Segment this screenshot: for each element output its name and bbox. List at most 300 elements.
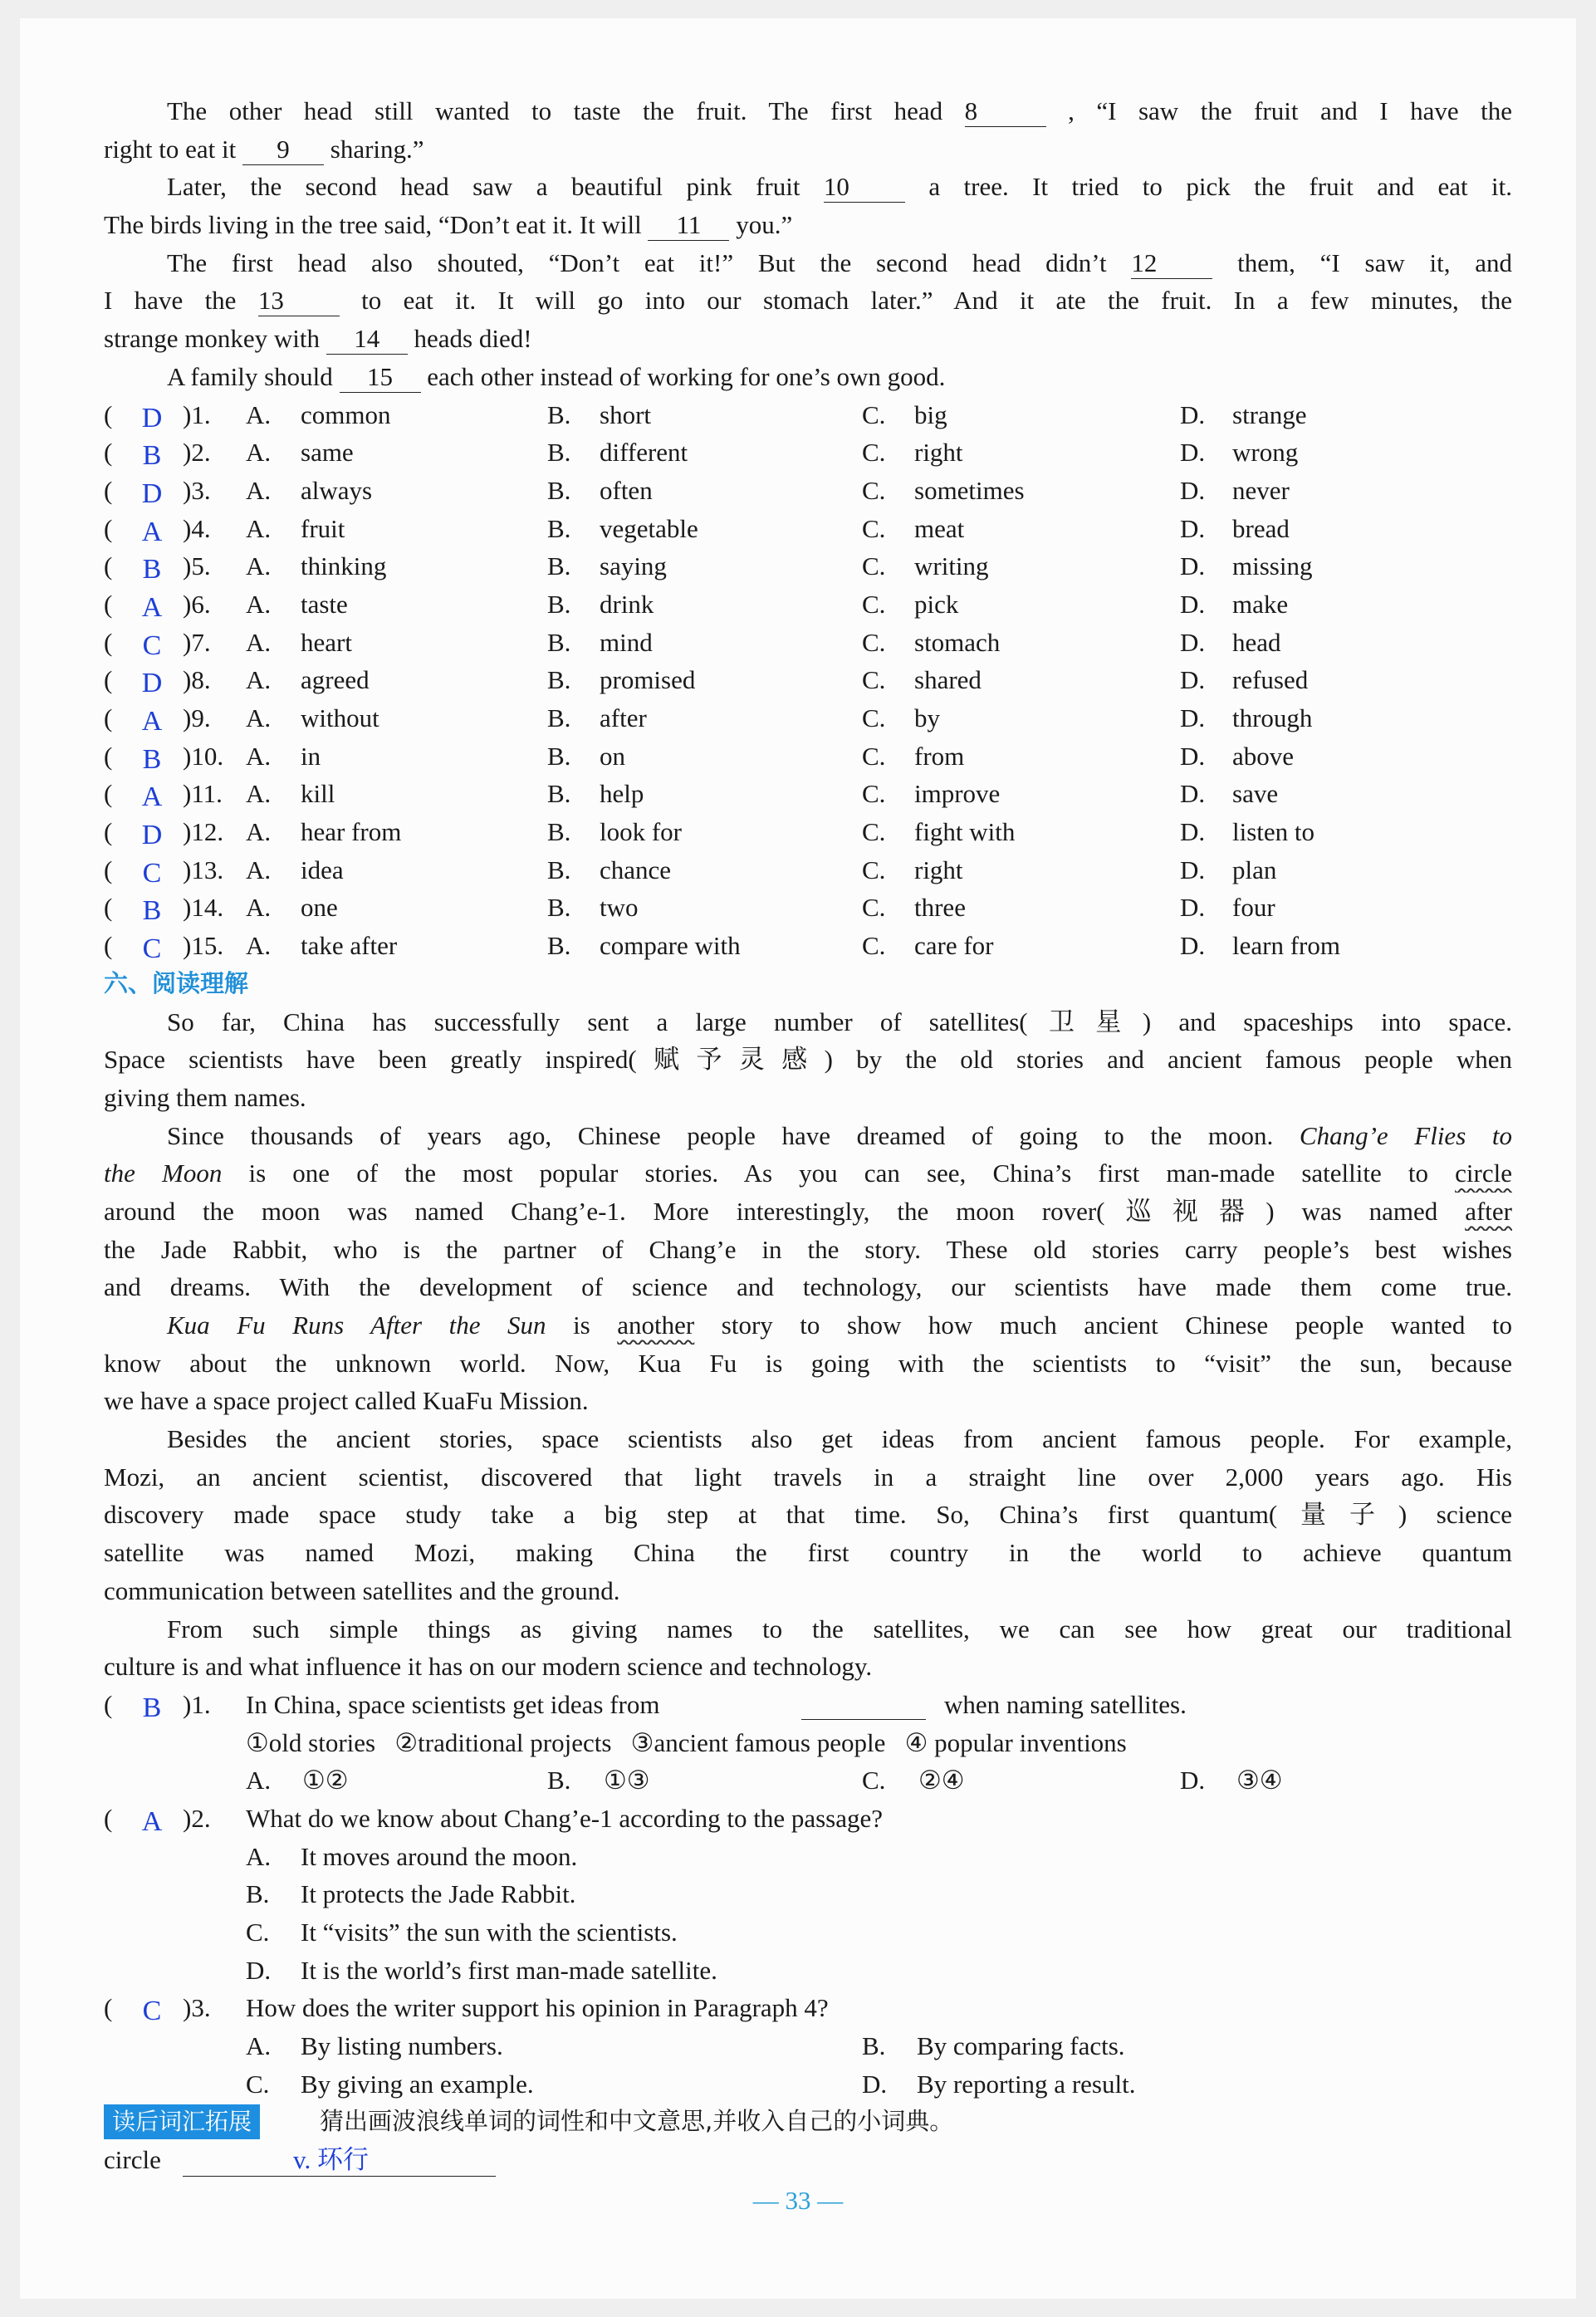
wavy-underlined-word: circle [1455,1158,1512,1188]
text-run: The birds living in the tree said, “Don’t eat it. It will [104,210,649,240]
reading-passage-line [104,1648,1512,1686]
option-text: two [600,893,639,923]
answer-blank-8[interactable]: 8 [965,96,1046,127]
question-option-row [104,1838,1512,1876]
option-text: on [600,741,625,771]
option-label: D. [1180,817,1206,847]
answer-letter: C [142,857,162,889]
wavy-underlined-word: after [1465,1196,1512,1226]
reading-passage-line [104,1420,1512,1458]
option-text: bread [1232,513,1290,543]
reading-passage-line [104,1306,1512,1345]
text-run: the Jade Rabbit, who is the partner of Chang’e in the story. These old stories carry people’s best wishes [104,1234,1512,1264]
option-label: A. [246,438,272,468]
answer-blank-12[interactable]: 12 [1131,248,1212,279]
option-label: C. [862,627,886,657]
reading-passage-line [104,1610,1512,1648]
text-run: them, “I saw it, and [1212,247,1512,277]
option-text: ②④ [918,1766,965,1795]
cloze-question-row [104,699,1512,737]
option-label: C. [862,399,886,429]
answer-letter: D [141,668,163,699]
question-number: )5. [183,551,211,581]
option-label: A. [246,475,272,505]
cloze-question-row [104,927,1512,965]
option-text: short [600,399,651,429]
text-run: is one of the most popular stories. As you can see, China’s first man-made satellite to [222,1158,1456,1188]
answer-letter: D [141,478,163,509]
option-label: B. [547,855,571,884]
reading-passage-line [104,1572,1512,1610]
option-label: D. [1180,779,1206,809]
option-label: B. [547,589,571,619]
option-label: A. [246,589,272,619]
option-label: C. [862,779,886,809]
vocab-answer: v. 环行 [293,2145,369,2175]
text-run: you.” [729,210,793,240]
option-label: D. [1180,589,1206,619]
option-text: different [600,438,688,468]
option-text: help [600,779,644,809]
option-label: C. [862,855,886,884]
option-label: D. [1180,703,1206,732]
option-label: C. [862,703,886,732]
answer-letter: A [141,516,163,547]
option-text: It moves around the moon. [301,1841,578,1871]
option-label: A. [246,399,272,429]
cloze-passage-line [104,206,1512,244]
reading-passage-line [104,1154,1512,1193]
vocab-instruction: 猜出画波浪线单词的词性和中文意思,并收入自己的小词典。 [320,2107,954,2136]
answer-blank-15[interactable]: 15 [340,362,421,393]
option-label: B. [547,817,571,847]
question-number: )3. [183,1993,211,2023]
option-label: C. [862,589,886,619]
answer-blank[interactable] [801,1691,926,1720]
paren: ( [104,817,113,847]
cloze-question-row [104,510,1512,548]
option-label: A. [246,513,272,543]
reading-question-2 [104,1800,1512,1838]
question-option-row [104,1875,1512,1913]
cloze-passage-line [104,358,1512,396]
cloze-question-row [104,547,1512,585]
option-label: A. [246,1841,272,1871]
option-text: It “visits” the sun with the scientists. [301,1918,678,1947]
option-text: through [1232,703,1313,732]
option-label: B. [547,703,571,732]
option-label: B. [547,438,571,468]
option-label: C. [862,893,886,923]
text-run: The other head still wanted to taste the fruit. The first head [167,96,965,125]
option-text: without [301,703,379,732]
paren: ( [104,665,113,695]
page-number: — 33 — [752,2186,844,2215]
paren: ( [104,1689,113,1719]
option-text: hear from [301,817,402,847]
option-text: sometimes [914,475,1025,505]
option-label: D. [1180,551,1206,581]
question-stem-end: when naming satellites. [944,1689,1187,1719]
option-label: A. [246,703,272,732]
option-text: missing [1232,551,1313,581]
option-text: from [914,741,965,771]
answer-blank-9[interactable]: 9 [242,135,324,165]
text-run: Besides the ancient stories, space scientists also get ideas from ancient famous people. For example, [167,1424,1512,1454]
answer-letter: C [142,933,162,965]
text-run: Since thousands of years ago, Chinese people have dreamed of going to the moon. [167,1120,1300,1150]
question-number: )2. [183,438,211,468]
option-text: wrong [1232,438,1299,468]
option-text: fight with [914,817,1016,847]
option-label: A. [246,893,272,923]
cloze-passage-line [104,282,1512,320]
vocab-extension-row [104,2103,1512,2141]
paren: ( [104,893,113,923]
option-text: save [1232,779,1279,809]
option-text: three [914,893,966,923]
question-number: )6. [183,589,211,619]
text-run: we have a space project called KuaFu Mission. [104,1386,589,1416]
question-number: )10. [183,741,224,771]
option-label: B. [547,1766,571,1795]
option-label: C. [862,551,886,581]
question-number: )4. [183,513,211,543]
option-text: agreed [301,665,370,695]
option-label: B. [547,779,571,809]
text-run: I have the [104,286,258,316]
option-text: four [1232,893,1275,923]
option-text: listen to [1232,817,1315,847]
italic-title: Kua Fu Runs After the Sun [167,1310,546,1340]
answer-letter: B [142,895,162,927]
option-text: plan [1232,855,1277,884]
question-number: )15. [183,931,224,961]
option-label: D. [1180,665,1206,695]
cloze-question-row [104,851,1512,889]
text-run: giving them names. [104,1082,306,1112]
option-text: big [914,399,947,429]
option-text: thinking [301,551,387,581]
option-label: B. [547,665,571,695]
option-text: kill [301,779,335,809]
reading-passage-line [104,1458,1512,1496]
reading-passage-line [104,1003,1512,1041]
question-number: )2. [183,1803,211,1833]
reading-passage-line [104,1268,1512,1306]
cloze-question-row [104,585,1512,624]
italic-title: the Moon [104,1158,223,1188]
cloze-question-row [104,737,1512,776]
cloze-question-row [104,813,1512,851]
option-text: take after [301,931,398,961]
option-text: ③④ [1236,1766,1283,1795]
cloze-question-row [104,775,1512,813]
option-text: ①③ [604,1766,650,1795]
answer-letter: B [142,1692,162,1723]
cloze-question-row [104,472,1512,510]
question-number: )7. [183,627,211,657]
option-text: By listing numbers. [301,2031,503,2061]
question-option-row [104,1952,1512,1990]
text-run: Mozi, an ancient scientist, discovered that light travels in a straight line over 2,000 years ago. His [104,1462,1512,1492]
answer-letter: C [142,629,162,661]
reading-passage-line [104,1231,1512,1269]
text-run: know about the unknown world. Now, Kua Fu is going with the scientists to “visit” the sun, because [104,1348,1512,1378]
vocab-word: circle [104,2145,161,2175]
option-text: chance [600,855,672,884]
option-text: fruit [301,513,345,543]
option-text: same [301,438,354,468]
text-run: , “I saw the fruit and I have the [1045,96,1512,125]
option-label: D. [1180,513,1206,543]
paren: ( [104,438,113,468]
paren: ( [104,1803,113,1833]
answer-letter: C [142,1996,162,2027]
option-label: B. [547,513,571,543]
option-label: D. [1180,438,1206,468]
option-text: refused [1232,665,1309,695]
question-number: )8. [183,665,211,695]
text-run: each other instead of working for one’s own good. [420,361,946,391]
option-text: common [301,399,391,429]
text-run: The first head also shouted, “Don’t eat it!” But the second head didn’t [167,247,1132,277]
reading-passage-line [104,1117,1512,1155]
option-text: improve [914,779,1001,809]
text-run: A family should [167,361,340,391]
text-run: culture is and what influence it has on our modern science and technology. [104,1652,873,1682]
option-label: B. [547,399,571,429]
option-text: above [1232,741,1295,771]
option-text: learn from [1232,931,1340,961]
option-text: ①② [302,1766,349,1795]
option-label: A. [246,1766,272,1795]
text-run: communication between satellites and the ground. [104,1575,620,1605]
option-text: head [1232,627,1281,657]
option-label: A. [246,817,272,847]
circled-items: ①old stories ②traditional projects ③ancient famous people ④ popular inventions [246,1727,1127,1757]
option-label: D. [1180,931,1206,961]
question-option-row [104,2027,1512,2065]
answer-letter: D [141,820,163,851]
answer-blank-13[interactable]: 13 [258,286,340,316]
italic-title: Chang’e Flies to [1299,1120,1512,1150]
option-label: C. [862,513,886,543]
paren: ( [104,513,113,543]
reading-question-1 [104,1686,1512,1724]
option-label: B. [547,741,571,771]
answer-letter: B [142,440,162,472]
option-text: often [600,475,653,505]
option-text: right [914,855,963,884]
question-stem: What do we know about Chang’e-1 according to the passage? [246,1803,883,1833]
question-number: )9. [183,703,211,732]
option-label: D. [1180,399,1206,429]
option-text: drink [600,589,654,619]
option-text: By reporting a result. [917,2069,1136,2099]
option-label: B. [547,627,571,657]
answer-letter: A [141,781,163,813]
wavy-underlined-word: another [617,1310,695,1340]
text-run: to eat it. It will go into our stomach later.” And it ate the fruit. In a few minutes, the [339,286,1512,316]
cloze-question-row [104,624,1512,662]
text-run: right to eat it [104,134,243,164]
question-options [104,1761,1512,1800]
reading-question-3 [104,1989,1512,2027]
option-text: never [1232,475,1290,505]
option-text: heart [301,627,352,657]
option-label: A. [246,931,272,961]
question-stem: How does the writer support his opinion in Paragraph 4? [246,1993,829,2023]
option-label: C. [862,931,886,961]
option-label: D. [246,1955,272,1985]
option-text: meat [914,513,965,543]
text-run: sharing.” [324,134,424,164]
text-run: is [546,1310,618,1340]
option-label: A. [246,855,272,884]
answer-letter: A [141,706,163,737]
option-label: A. [246,779,272,809]
reading-passage-line [104,1193,1512,1231]
question-number: )11. [183,779,223,809]
cloze-question-row [104,889,1512,927]
vocab-tag: 读后词汇拓展 [104,2104,260,2139]
option-text: pick [914,589,959,619]
option-text: by [914,703,940,732]
option-label: D. [1180,741,1206,771]
answer-letter: B [142,743,162,775]
option-label: D. [1180,1766,1206,1795]
paren: ( [104,627,113,657]
option-text: after [600,703,647,732]
text-run: satellite was named Mozi, making China the first country in the world to achieve quantum [104,1538,1512,1568]
question-number: )14. [183,893,224,923]
option-label: C. [862,475,886,505]
paren: ( [104,589,113,619]
paren: ( [104,1993,113,2023]
option-label: D. [1180,627,1206,657]
text-run: a tree. It tried to pick the fruit and eat it. [904,172,1512,202]
answer-blank-11[interactable]: 11 [648,210,729,241]
answer-letter: A [141,1805,163,1837]
option-text: taste [301,589,348,619]
option-text: idea [301,855,344,884]
paren: ( [104,931,113,961]
option-label: A. [246,741,272,771]
option-label: C. [246,1918,270,1947]
paren: ( [104,551,113,581]
vocab-answer-row [104,2141,1512,2179]
reading-passage-line [104,1345,1512,1383]
option-label: C. [246,2069,270,2099]
question-number: )12. [183,817,224,847]
option-text: stomach [914,627,1001,657]
section-heading-reading: 六、阅读理解 [104,968,249,997]
text-run: discovery made space study take a big step at that time. So, China’s first quantum(量子) science [104,1500,1512,1530]
cloze-question-row [104,396,1512,434]
paren: ( [104,703,113,732]
answer-blank-14[interactable]: 14 [326,324,408,355]
question-option-row [104,2065,1512,2104]
question-stem: In China, space scientists get ideas from [246,1689,660,1719]
answer-letter: B [142,554,162,585]
answer-blank-10[interactable]: 10 [824,172,905,203]
option-text: one [301,893,338,923]
answer-letter: D [141,402,163,434]
page-content [104,92,1512,2179]
cloze-question-row [104,661,1512,699]
paren: ( [104,741,113,771]
text-run: From such simple things as giving names to the satellites, we can see how great our traditional [167,1614,1512,1643]
option-label: A. [246,2031,272,2061]
option-text: saying [600,551,667,581]
option-text: vegetable [600,513,698,543]
paren: ( [104,779,113,809]
option-label: B. [547,551,571,581]
option-label: D. [1180,893,1206,923]
option-label: A. [246,627,272,657]
option-label: D. [1180,475,1206,505]
option-text: in [301,741,321,771]
option-label: B. [547,931,571,961]
cloze-passage-line [104,130,1512,169]
cloze-passage-line [104,92,1512,130]
reading-passage-line [104,1496,1512,1534]
option-text: compare with [600,931,741,961]
question-number: )1. [183,399,211,429]
option-text: right [914,438,963,468]
text-run: strange monkey with [104,324,326,354]
paren: ( [104,855,113,884]
cloze-passage-line [104,168,1512,206]
option-label: C. [862,1766,886,1795]
paren: ( [104,475,113,505]
option-label: C. [862,665,886,695]
option-text: shared [914,665,982,695]
option-text: mind [600,627,653,657]
reading-passage-line [104,1534,1512,1572]
reading-passage-line [104,1382,1512,1420]
option-text: It is the world’s first man-made satellite. [301,1955,717,1985]
question-number: )3. [183,475,211,505]
option-label: D. [862,2069,888,2099]
option-label: B. [246,1879,270,1909]
reading-passage-line [104,1041,1512,1079]
option-label: B. [862,2031,886,2061]
option-text: By giving an example. [301,2069,534,2099]
text-run: around the moon was named Chang’e-1. More interestingly, the moon rover(巡视器) was named [104,1196,1466,1226]
answer-letter: A [141,591,163,623]
option-label: C. [862,817,886,847]
text-run: So far, China has successfully sent a large number of satellites(卫星) and spaceships into space. [167,1007,1512,1036]
option-text: make [1232,589,1289,619]
question-items [104,1724,1512,1762]
option-text: writing [914,551,989,581]
option-text: strange [1232,399,1307,429]
option-text: look for [600,817,683,847]
option-label: A. [246,551,272,581]
option-text: By comparing facts. [917,2031,1125,2061]
option-label: B. [547,893,571,923]
option-label: A. [246,665,272,695]
paren: ( [104,399,113,429]
option-text: always [301,475,373,505]
textbook-page [20,18,1576,2299]
text-run: Later, the second head saw a beautiful pink fruit [167,172,824,202]
option-label: C. [862,438,886,468]
cloze-question-row [104,434,1512,472]
question-number: )13. [183,855,224,884]
